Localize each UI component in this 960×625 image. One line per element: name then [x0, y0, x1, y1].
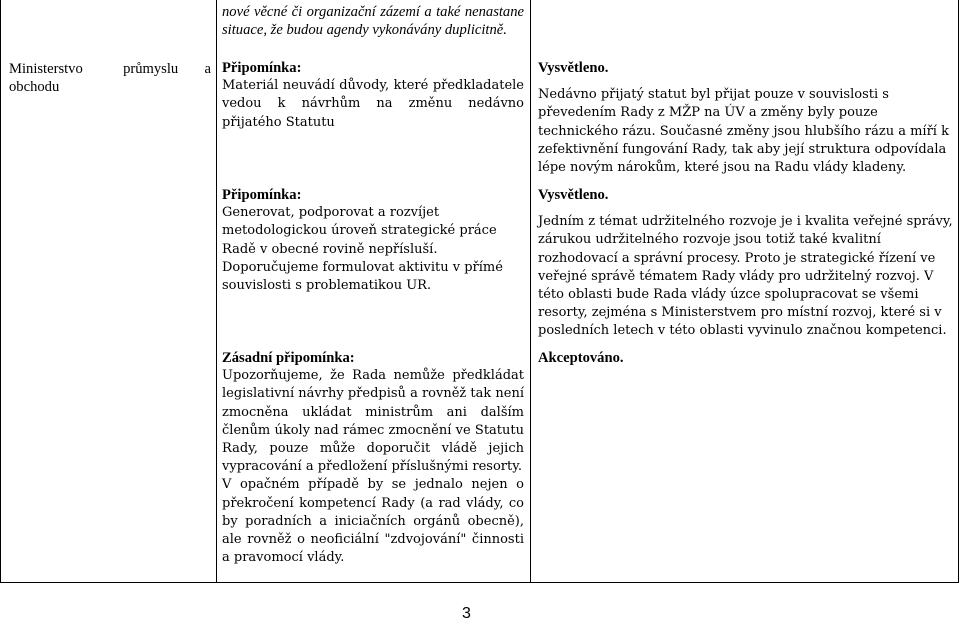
page-number: 3 [462, 605, 471, 622]
table-border-left [0, 0, 1, 583]
table-border-bottom [0, 582, 959, 583]
comment-1 [222, 59, 524, 132]
comment-3-text-b: V opačném případě by se jednalo nejen o překročení kompetencí Rady (a rad vlády, co by poradních a iniciačních orgánů obecně), ale rovněž o neoficiální "zdvojování" činnosti a pravomocí vlády. [222, 477, 524, 566]
submitter-word-1: Ministerstvo [9, 61, 83, 77]
comment-3 [222, 349, 524, 567]
comment-3-text-a: Upozorňujeme, že Rada nemůže předkládat legislativní návrhy předpisů a rovněž tak není zmocněna ukládat ministrům ani dalším členům úkoly nad rámec zmocnění ve Statutu Rady, pouze může doporučit vládě jejich vypracování a předložení příslušnými resorty. [222, 368, 524, 475]
response-3 [538, 349, 956, 367]
submitter-word-2: průmyslu [123, 61, 179, 77]
response-1-text: Nedávno přijatý statut byl přijat pouze v souvislosti s převedením Rady z MŽP na ÚV a změny byly pouze technického rázu. Současné změny jsou hlubšího rázu a míří k zefektivnění fungování Rady, tak aby její struktura odpovídala lépe novým nárokům, které jsou na Radu vlády kladeny. [538, 87, 949, 176]
comment-2-label: Připomínka: [222, 187, 302, 203]
column-divider-2 [530, 0, 531, 583]
submitter-cell [9, 60, 211, 96]
response-1-label: Vysvětleno. [538, 60, 609, 76]
comment-3-label: Zásadní připomínka: [222, 350, 355, 366]
submitter-word-3: a [204, 61, 211, 77]
response-2-label: Vysvětleno. [538, 187, 609, 203]
response-1 [538, 59, 956, 177]
comment-1-label: Připomínka: [222, 60, 302, 76]
intro-italic-text: nové věcné či organizační zázemí a také nenastane situace, že budou agendy vykonávány duplicitně. [222, 4, 524, 39]
table-border-right [958, 0, 959, 583]
comment-2 [222, 186, 524, 295]
response-3-label: Akceptováno. [538, 350, 624, 366]
comment-2-text: Generovat, podporovat a rozvíjet metodologickou úroveň strategické práce Radě v obecné rovině nepřísluší. Doporučujeme formulovat aktivitu v přímé souvislosti s problematikou UR. [222, 205, 503, 294]
comment-1-text: Materiál neuvádí důvody, které předkladatele vedou k návrhům na změnu nedávno přijatého Statutu [222, 78, 524, 130]
submitter-word-4: obchodu [9, 79, 60, 96]
response-2-text: Jedním z témat udržitelného rozvoje je i kvalita veřejné správy, zárukou udržitelného rozvoje jsou totiž také kvalitní rozhodovací a správní procesy. Proto je strategické řízení ve veřejné správě tématem Rady vlády pro udržitelný rozvoj. V této oblasti bude Rada vlády úzce spolupracovat se všemi resorty, zejména s Ministerstvem pro místní rozvoj, které si v posledních letech v této oblasti vyvinulo značnou kompetenci. [538, 214, 953, 339]
column-divider-1 [216, 0, 217, 583]
response-2 [538, 186, 956, 341]
